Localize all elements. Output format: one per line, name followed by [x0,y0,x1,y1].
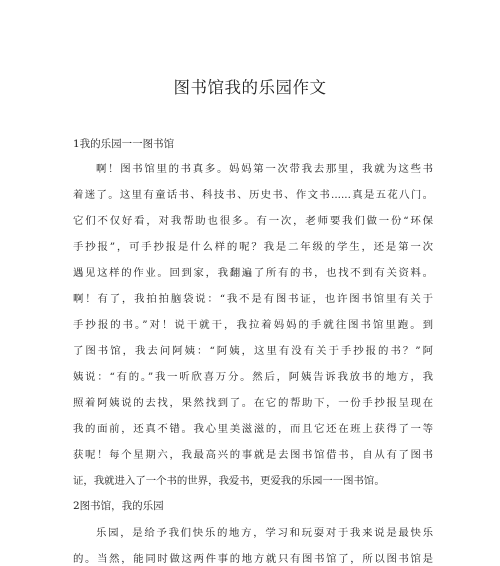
paragraph-line: 照着阿姨说的去找，果然找到了。在它的帮助下，一份手抄报呈现在 [73,397,433,409]
document-title: 图书馆我的乐园作文 [173,78,327,97]
paragraph-line: 获呢！每个星期六，我最高兴的事就是去图书馆借书，自从有了图书 [73,449,433,461]
section-heading-2: 2图书馆，我的乐园 [73,500,164,512]
paragraph-line: 了图书馆，我去问阿姨：“阿姨，这里有没有关于手抄报的书？”阿 [73,345,433,357]
paragraph-line: 它们不仅好看，对我帮助也很多。有一次，老师要我们做一份“环保 [73,215,433,227]
paragraph-line: 遇见这样的作业。回到家，我翻遍了所有的书，也找不到有关资料。 [73,267,433,279]
paragraph-line: 啊！图书馆里的书真多。妈妈第一次带我去那里，我就为这些书 [96,163,433,175]
paragraph-line: 证，我就进入了一个书的世界，我爱书，更爱我的乐园一一图书馆。 [73,475,385,487]
section-heading-1: 1我的乐园一一图书馆 [73,138,175,150]
paragraph-line: 的。当然，能同时做这两件事的地方就只有图书馆了，所以图书馆是 [73,553,433,565]
paragraph-line: 姨说：“有的。”我一听欣喜万分。然后，阿姨告诉我放书的地方，我 [73,371,433,383]
paragraph-line: 手抄报”，可手抄报是什么样的呢？我是二年级的学生，还是第一次 [73,241,433,253]
paragraph-line: 我的面前，还真不错。我心里美滋滋的，而且它还在班上获得了一等 [73,423,433,435]
paragraph-line: 着迷了。这里有童话书、科技书、历史书、作文书......真是五花八门。 [73,189,433,201]
paragraph-line: 手抄报的书。”对！说干就干，我拉着妈妈的手就往图书馆里跑。到 [73,319,433,331]
paragraph-line: 乐园，是给予我们快乐的地方，学习和玩耍对于我来说是最快乐 [96,527,433,539]
paragraph-line: 啊！有了，我拍拍脑袋说：“我不是有图书证，也许图书馆里有关于 [73,293,433,305]
